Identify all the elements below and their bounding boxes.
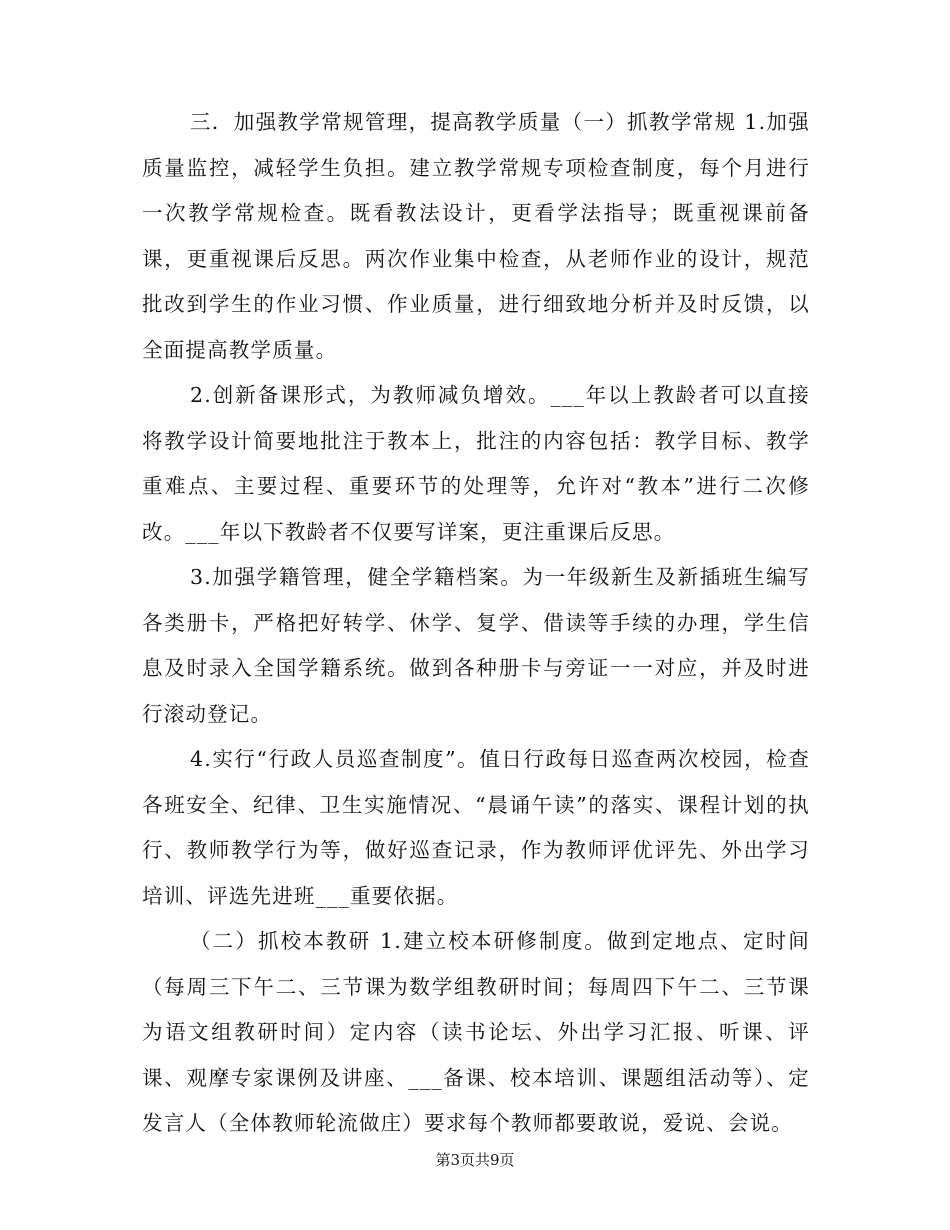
paragraph-2: 2.创新备课形式，为教师减负增效。___年以上教龄者可以直接将教学设计简要地批注于教本上，批注的内容包括：教学目标、教学重难点、主要过程、重要环节的处理等，允许对“教本”进行二次修改。___年以下教龄者不仅要写详案，更注重课后反思。: [142, 383, 810, 544]
document-body: [142, 100, 810, 1147]
paragraph-3: 3.加强学籍管理，健全学籍档案。为一年级新生及新插班生编写各类册卡，严格把好转学、休学、复学、借读等手续的办理，学生信息及时录入全国学籍系统。做到各种册卡与旁证一一对应，并及时进行滚动登记。: [142, 565, 810, 726]
page-number: 第3页共9页: [435, 1151, 515, 1169]
paragraph-5: （二）抓校本教研 1.建立校本研修制度。做到定地点、定时间（每周三下午二、三节课为数学组教研时间；每周四下午二、三节课为语文组教研时间）定内容（读书论坛、外出学习汇报、听课、评课、观摩专家课例及讲座、___备课、校本培训、课题组活动等）、定发言人（全体教师轮流做庄）要求每个教师都要敢说，爱说、会说。: [142, 929, 810, 1135]
paragraph-4: 4.实行“行政人员巡查制度”。值日行政每日巡查两次校园，检查各班安全、纪律、卫生实施情况、“晨诵午读”的落实、课程计划的执行、教师教学行为等，做好巡查记录，作为教师评优评先、外出学习培训、评选先进班___重要依据。: [142, 747, 810, 908]
paragraph-1: 三．加强教学常规管理，提高教学质量（一）抓教学常规 1.加强质量监控，减轻学生负担。建立教学常规专项检查制度，每个月进行一次教学常规检查。既看教法设计，更看学法指导；既重视课前备课，更重视课后反思。两次作业集中检查，从老师作业的设计，规范批改到学生的作业习惯、作业质量，进行细致地分析并及时反馈，以全面提高教学质量。: [142, 110, 810, 362]
